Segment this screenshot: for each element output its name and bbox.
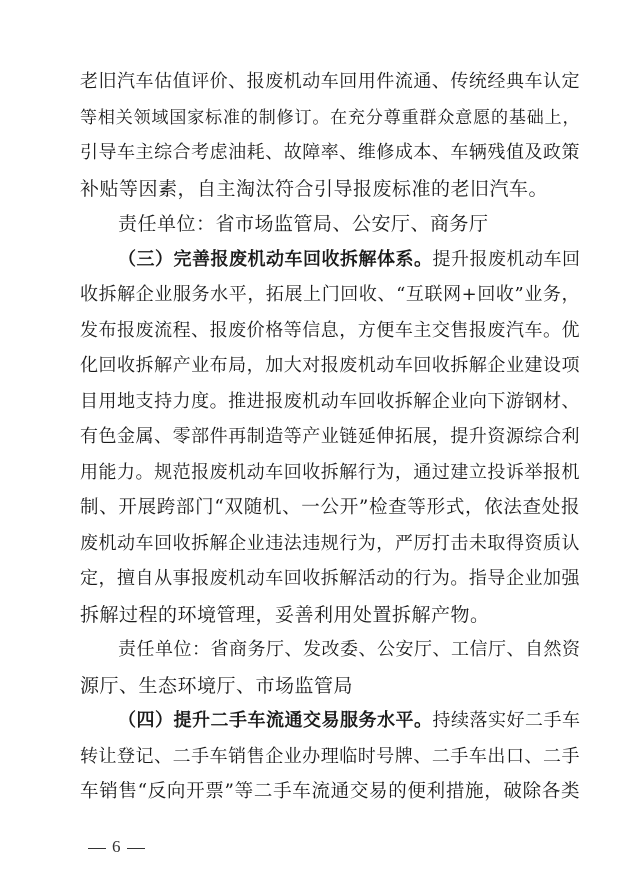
paragraph-line: 等相关领域国家标准的制修订。在充分尊重群众意愿的基础上， bbox=[80, 107, 580, 128]
section-4-first-line bbox=[118, 703, 580, 739]
section-3-first-line bbox=[118, 242, 580, 278]
paragraph-line: 车销售“反向开票”等二手车流通交易的便利措施，破除各类 bbox=[80, 781, 580, 802]
page-number bbox=[82, 832, 151, 862]
section-4-heading: （四）提升二手车流通交易服务水平。 bbox=[118, 710, 433, 731]
paragraph-line: 引导车主综合考虑油耗、故障率、维修成本、车辆残值及政策 bbox=[80, 142, 580, 163]
paragraph-line: 废机动车回收拆解企业违法违规行为，严厉打击未取得资质认 bbox=[80, 532, 580, 554]
paragraph-line: 化回收拆解产业布局，加大对报废机动车回收拆解企业建设项 bbox=[80, 355, 580, 376]
section-3-heading: （三）完善报废机动车回收拆解体系。 bbox=[118, 248, 433, 270]
page-number-value: 6 bbox=[112, 837, 121, 856]
paragraph-line: 转让登记、二手车销售企业办理临时号牌、二手车出口、二手 bbox=[80, 745, 580, 767]
section-4-first-line-rest: 持续落实好二手车 bbox=[432, 710, 581, 731]
paragraph-line: 补贴等因素，自主淘汰符合引导报废标准的老旧汽车。 bbox=[80, 177, 549, 200]
responsibility-line: 责任单位：省市场监管局、公安厅、商务厅 bbox=[118, 213, 489, 235]
page-number-dash-right bbox=[127, 848, 145, 849]
responsibility-line: 源厅、生态环境厅、市场监管局 bbox=[80, 674, 354, 697]
responsibility-line: 责任单位：省商务厅、发改委、公安厅、工信厅、自然资 bbox=[118, 639, 581, 660]
paragraph-line: 定，擅自从事报废机动车回收拆解活动的行为。指导企业加强 bbox=[80, 568, 580, 589]
page-number-dash-left bbox=[88, 848, 106, 849]
paragraph-line: 用能力。规范报废机动车回收拆解行为，通过建立投诉举报机 bbox=[80, 461, 580, 483]
paragraph-line: 有色金属、零部件再制造等产业链延伸拓展，提升资源综合利 bbox=[80, 426, 580, 447]
paragraph-line: 拆解过程的环境管理，妥善利用处置拆解产物。 bbox=[80, 603, 490, 626]
paragraph-line: 收拆解企业服务水平，拓展上门回收、“互联网+回收”业务， bbox=[80, 284, 580, 305]
section-3-first-line-rest: 提升报废机动车回 bbox=[432, 248, 581, 270]
paragraph-line: 老旧汽车估值评价、报废机动车回用件流通、传统经典车认定 bbox=[80, 71, 580, 92]
paragraph-line: 制、开展跨部门“双随机、一公开”检查等形式，依法查处报 bbox=[80, 497, 580, 518]
paragraph-line: 发布报废流程、报废价格等信息，方便车主交售报废汽车。优 bbox=[80, 319, 580, 341]
paragraph-line: 目用地支持力度。推进报废机动车回收拆解企业向下游钢材、 bbox=[80, 390, 580, 412]
